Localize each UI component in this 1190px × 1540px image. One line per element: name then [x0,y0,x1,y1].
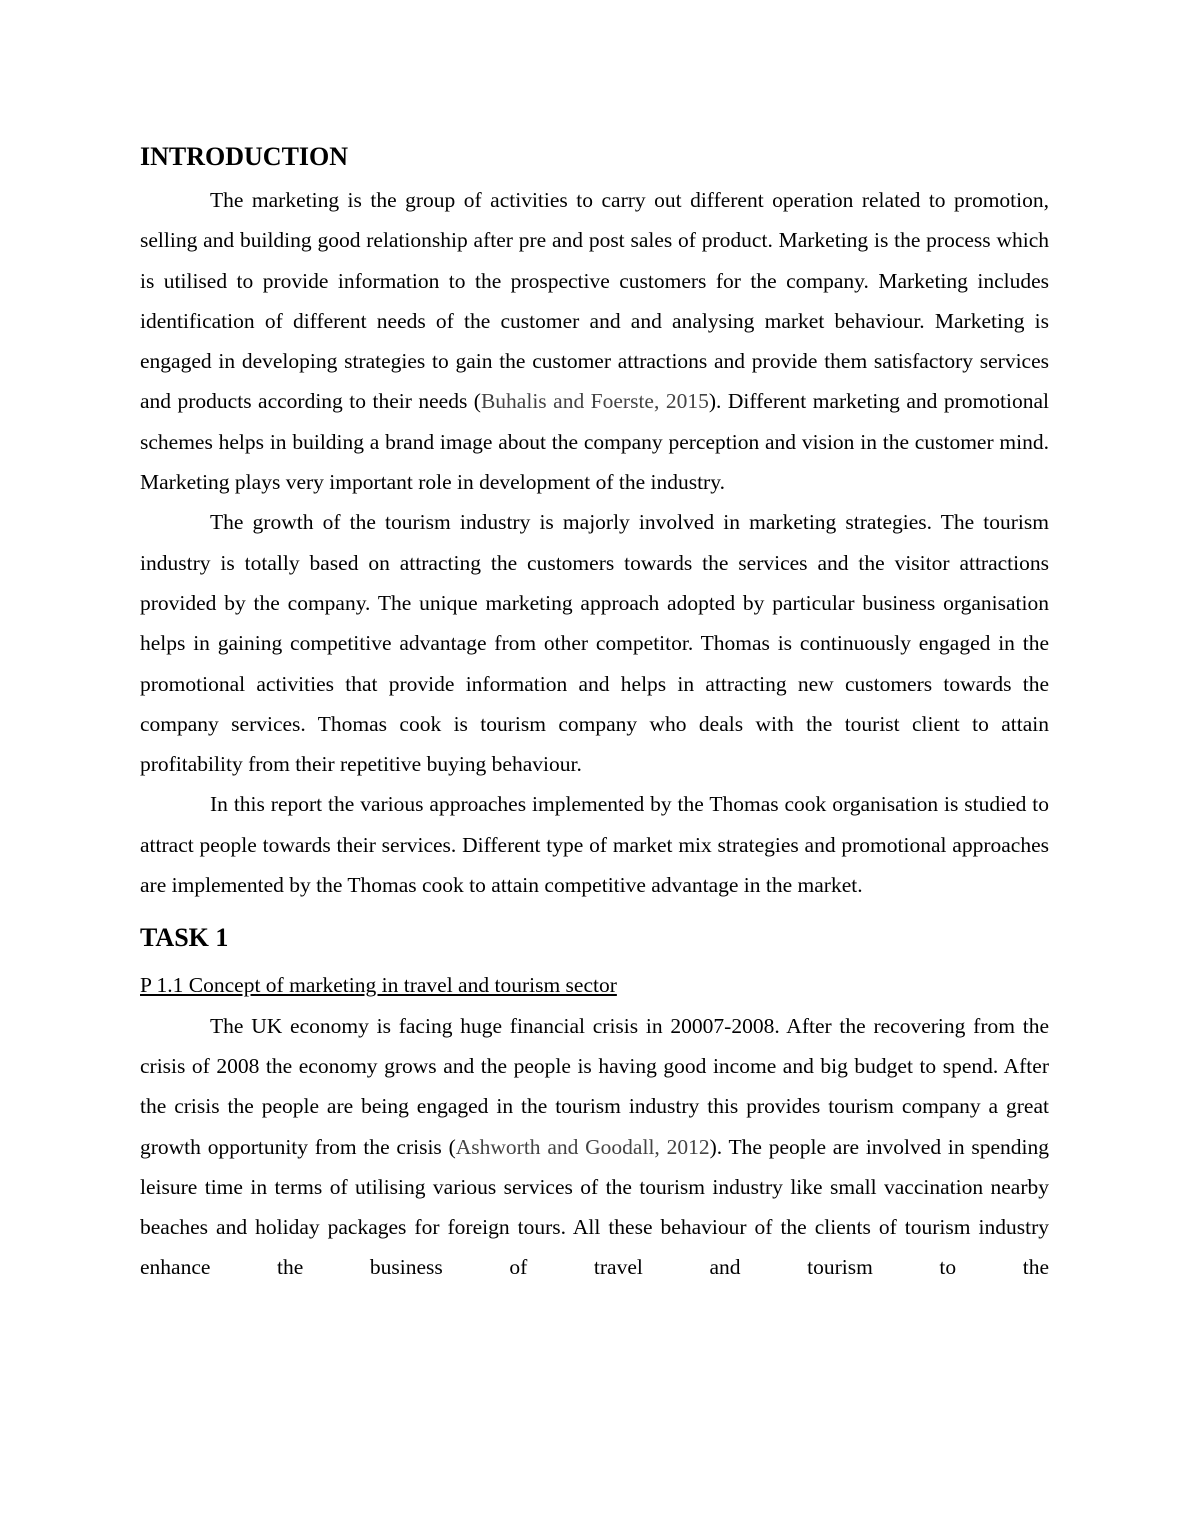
task1-paragraph-1 [140,1006,1049,1288]
citation: Ashworth and Goodall, 2012 [455,1134,710,1159]
paragraph-text: ). Different marketing and promotional schemes helps in building a brand image about the company perception and vision in the customer mind. Marketing plays very important role in development of the industry. [140,389,1049,495]
paragraph-text: The UK economy is facing huge financial crisis in 20007-2008. After the recovering from the crisis of 2008 the economy grows and the people is having good income and big budget to spend. After the crisis the people are being engaged in the tourism industry this provides tourism company a great growth opportunity from the crisis ( [140,1013,1049,1159]
section-subheading: P 1.1 Concept of marketing in travel and tourism sector [140,973,617,998]
intro-paragraph-1 [140,180,1049,502]
intro-paragraph-3: In this report the various approaches implemented by the Thomas cook organisation is studied to attract people towards their services. Different type of market mix strategies and promotional approaches are implemented by the Thomas cook to attain competitive advantage in the market. [140,792,1049,898]
paragraph-text: ). The people are involved in spending leisure time in terms of utilising various services of the tourism industry like small vaccination nearby beaches and holiday packages for foreign tours. All these behaviour of the clients of tourism industry enhance the business of travel and tourism to the [140,1134,1049,1280]
paragraph-text: The marketing is the group of activities to carry out different operation related to promotion, selling and building good relationship after pre and post sales of product. Marketing is the process which is utilised to provide information to the prospective customers for the company. Marketing includes identification of different needs of the customer and and analysing market behaviour. Marketing is engaged in developing strategies to gain the customer attractions and provide them satisfactory services and products according to their needs ( [140,188,1049,414]
intro-paragraph-2: The growth of the tourism industry is majorly involved in marketing strategies. The tourism industry is totally based on attracting the customers towards the services and the visitor attractions provided by the company. The unique marketing approach adopted by particular business organisation helps in gaining competitive advantage from other competitor. Thomas is continuously engaged in the promotional activities that provide information and helps in attracting new customers towards the company services. Thomas cook is tourism company who deals with the tourist client to attain profitability from their repetitive buying behaviour. [140,510,1049,777]
task-1-heading: TASK 1 [140,923,229,953]
citation: Buhalis and Foerste, 2015 [480,389,709,414]
document-page [140,140,1049,1288]
introduction-heading: INTRODUCTION [140,142,349,171]
